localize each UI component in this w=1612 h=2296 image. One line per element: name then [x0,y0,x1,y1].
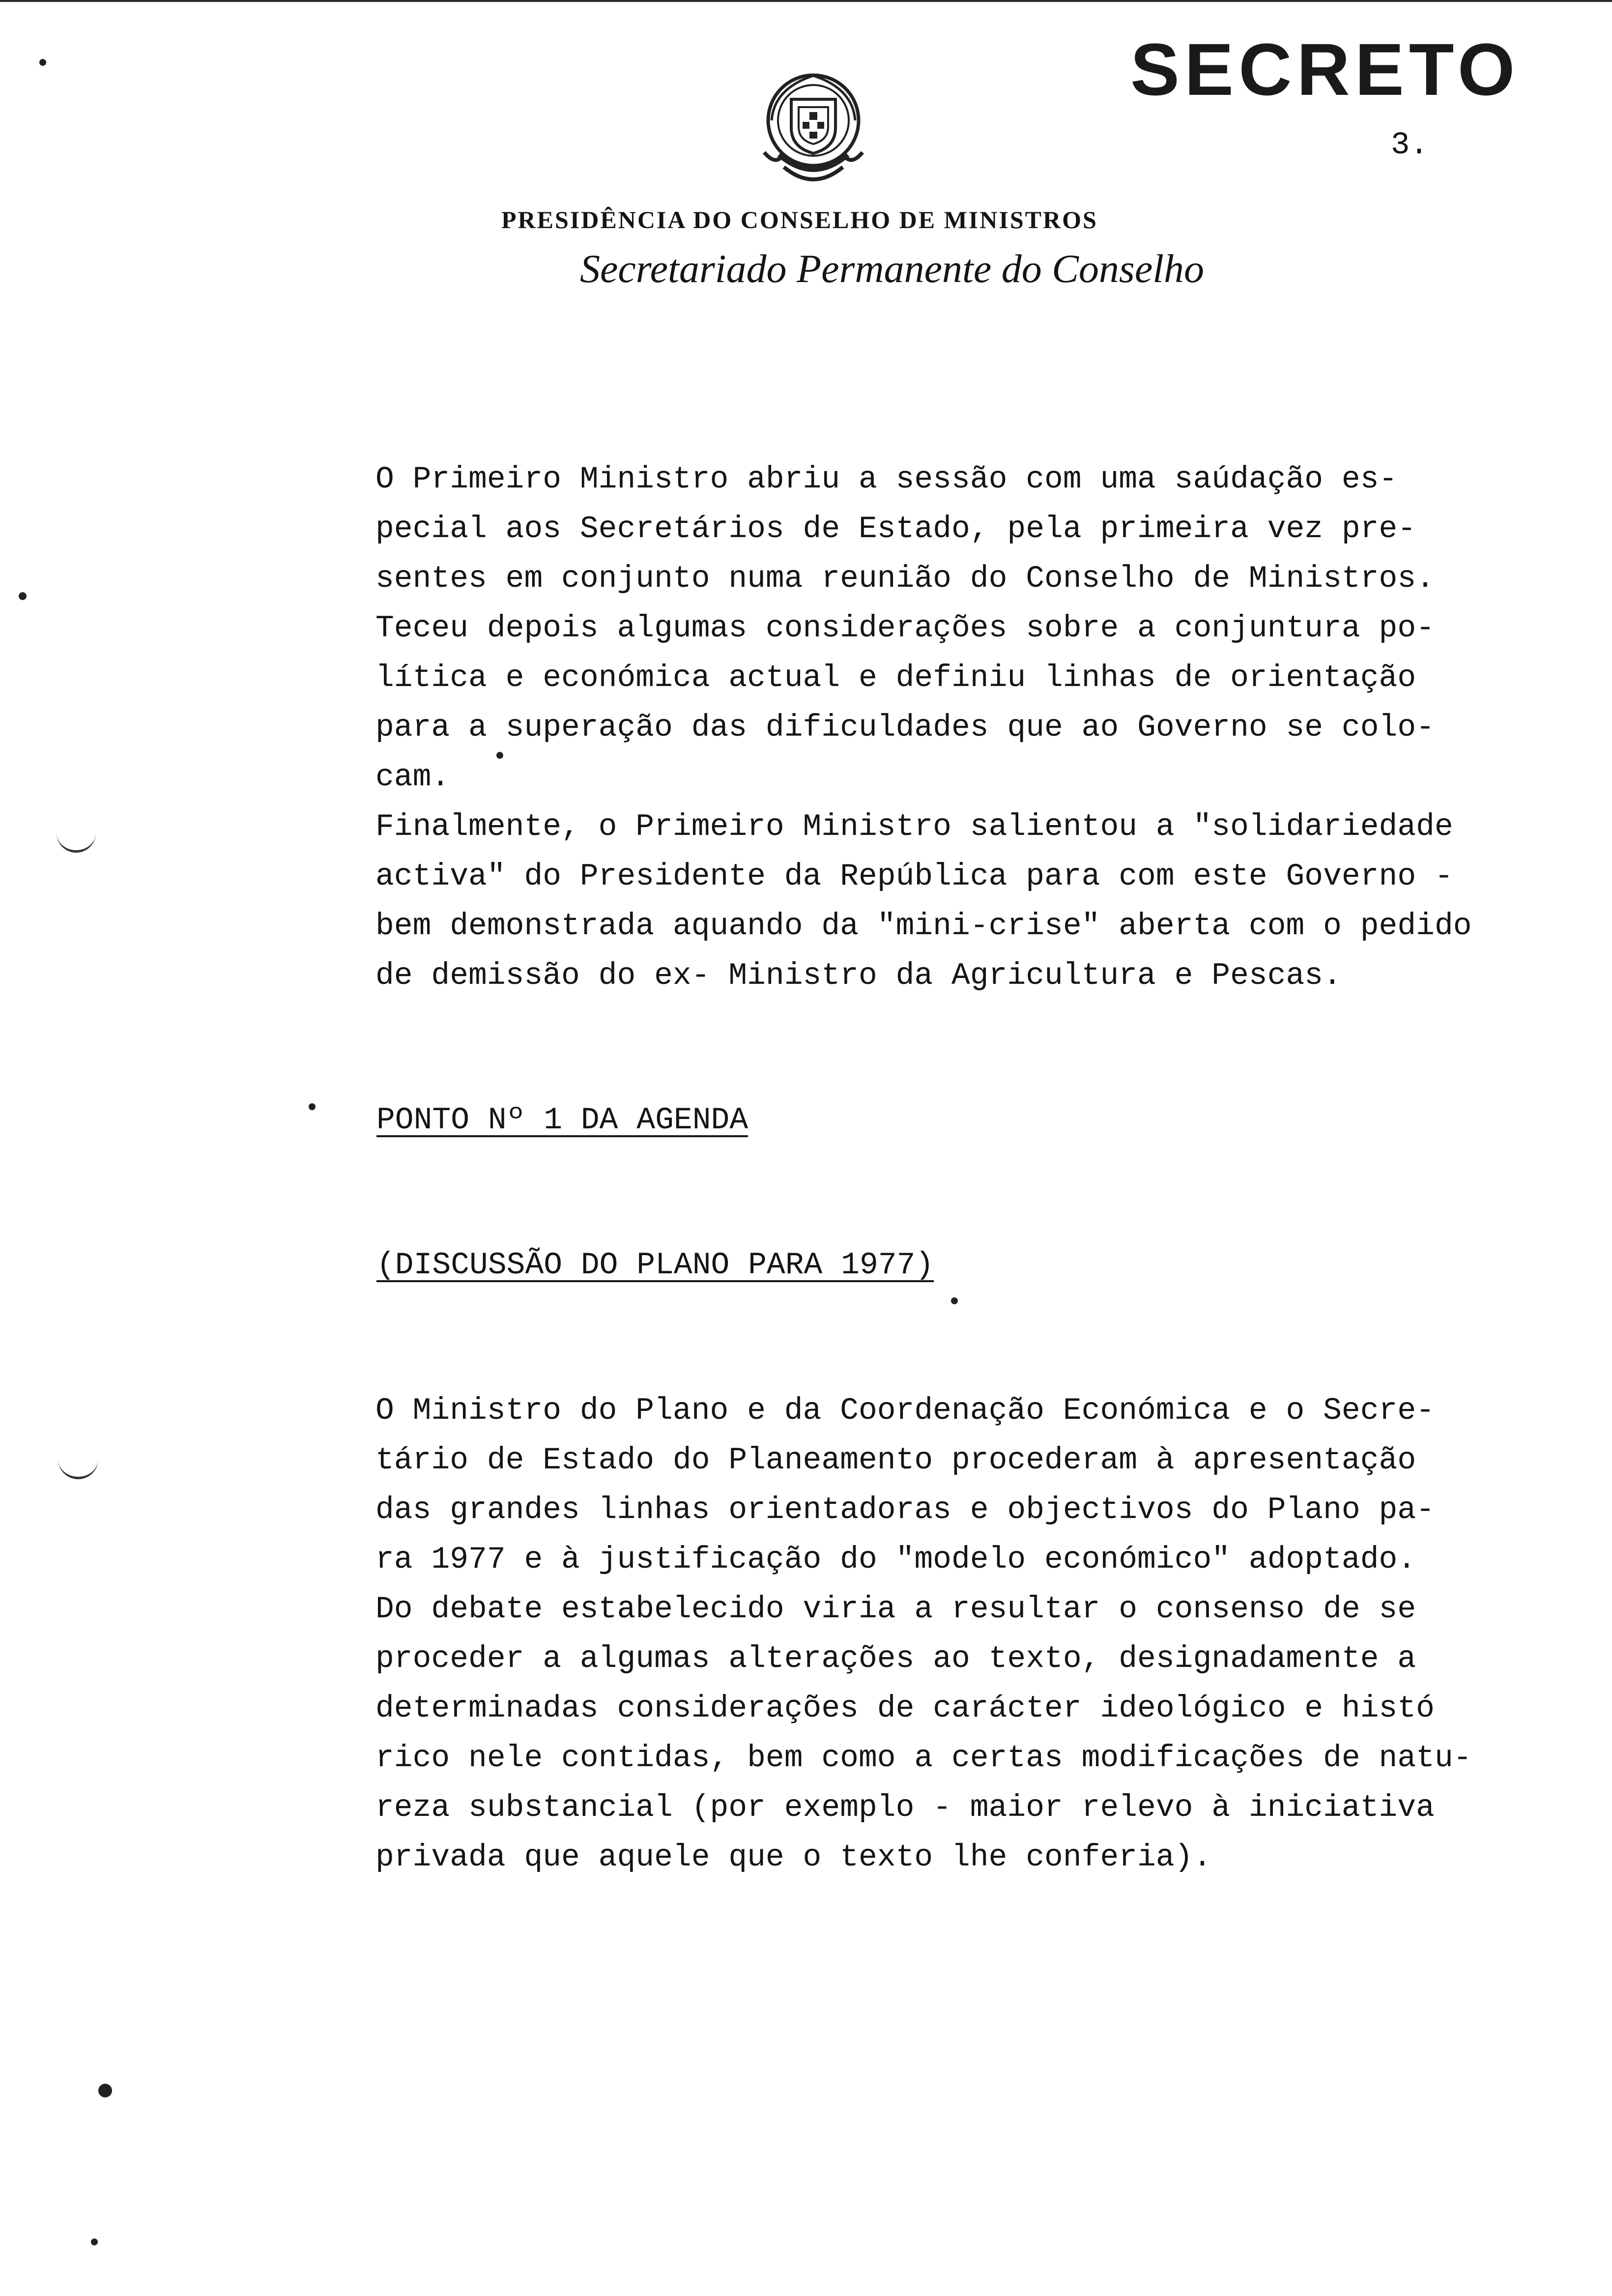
paragraph-line: lítica e económica actual e definiu linhas de orientação [375,660,1416,695]
institution-name: PRESIDÊNCIA DO CONSELHO DE MINISTROS [501,206,1098,233]
paragraph-line: pecial aos Secretários de Estado, pela primeira vez pre- [375,512,1416,546]
paragraph-line: Finalmente, o Primeiro Ministro salientou a "solidariedade [375,809,1453,844]
paragraph-line: ra 1977 e à justificação do "modelo económico" adoptado. [375,1542,1416,1577]
paragraph-line: privada que aquele que o texto lhe conferia). [375,1840,1212,1875]
paragraph-line: bem demonstrada aquando da "mini-crise" aberta com o pedido [375,909,1472,944]
paragraph-line: proceder a algumas alterações ao texto, designadamente a [375,1641,1416,1676]
paragraph-line: Do debate estabelecido viria a resultar o consenso de se [375,1592,1416,1627]
margin-mark [57,831,96,853]
scan-speck [39,59,46,66]
paragraph-line: sentes em conjunto numa reunião do Conselho de Ministros. [375,561,1435,596]
opening-paragraph [375,455,1555,1001]
paragraph-line: O Ministro do Plano e da Coordenação Económica e o Secre- [375,1393,1435,1428]
paragraph-line: tário de Estado do Planeamento procederam à apresentação [375,1443,1416,1478]
paragraph-line: Teceu depois algumas considerações sobre a conjuntura po- [375,611,1435,646]
plan-discussion-paragraph [375,1386,1555,1882]
paragraph-line: cam. [375,760,450,795]
agenda-topic-heading: (DISCUSSÃO DO PLANO PARA 1977) [376,1248,934,1283]
paragraph-line: para a superação das dificuldades que ao Governo se colo- [375,710,1435,745]
scan-speck [19,592,27,600]
classification-stamp: SECRETO [1130,28,1520,111]
scan-speck [951,1297,958,1304]
page-number: 3. [1391,128,1429,163]
paragraph-line: das grandes linhas orientadoras e objectivos do Plano pa- [375,1492,1435,1527]
scan-speck [91,2239,98,2245]
scan-speck [496,752,503,759]
margin-mark [58,1457,98,1479]
department-signature: Secretariado Permanente do Conselho [580,246,1204,291]
top-edge-rule [0,0,1612,2]
paragraph-line: O Primeiro Ministro abriu a sessão com uma saúdação es- [375,462,1398,497]
paragraph-line: de demissão do ex- Ministro da Agricultura e Pescas. [375,958,1342,993]
scan-speck [309,1103,316,1110]
paragraph-line: rico nele contidas, bem como a certas modificações de natu- [375,1741,1472,1776]
coat-of-arms-icon [754,69,872,192]
agenda-point-heading: PONTO Nº 1 DA AGENDA [376,1103,748,1138]
paragraph-line: reza substancial (por exemplo - maior relevo à iniciativa [375,1790,1435,1825]
scan-speck [98,2084,112,2097]
paragraph-line: determinadas considerações de carácter ideológico e histó [375,1691,1435,1726]
paragraph-line: activa" do Presidente da República para com este Governo - [375,859,1453,894]
